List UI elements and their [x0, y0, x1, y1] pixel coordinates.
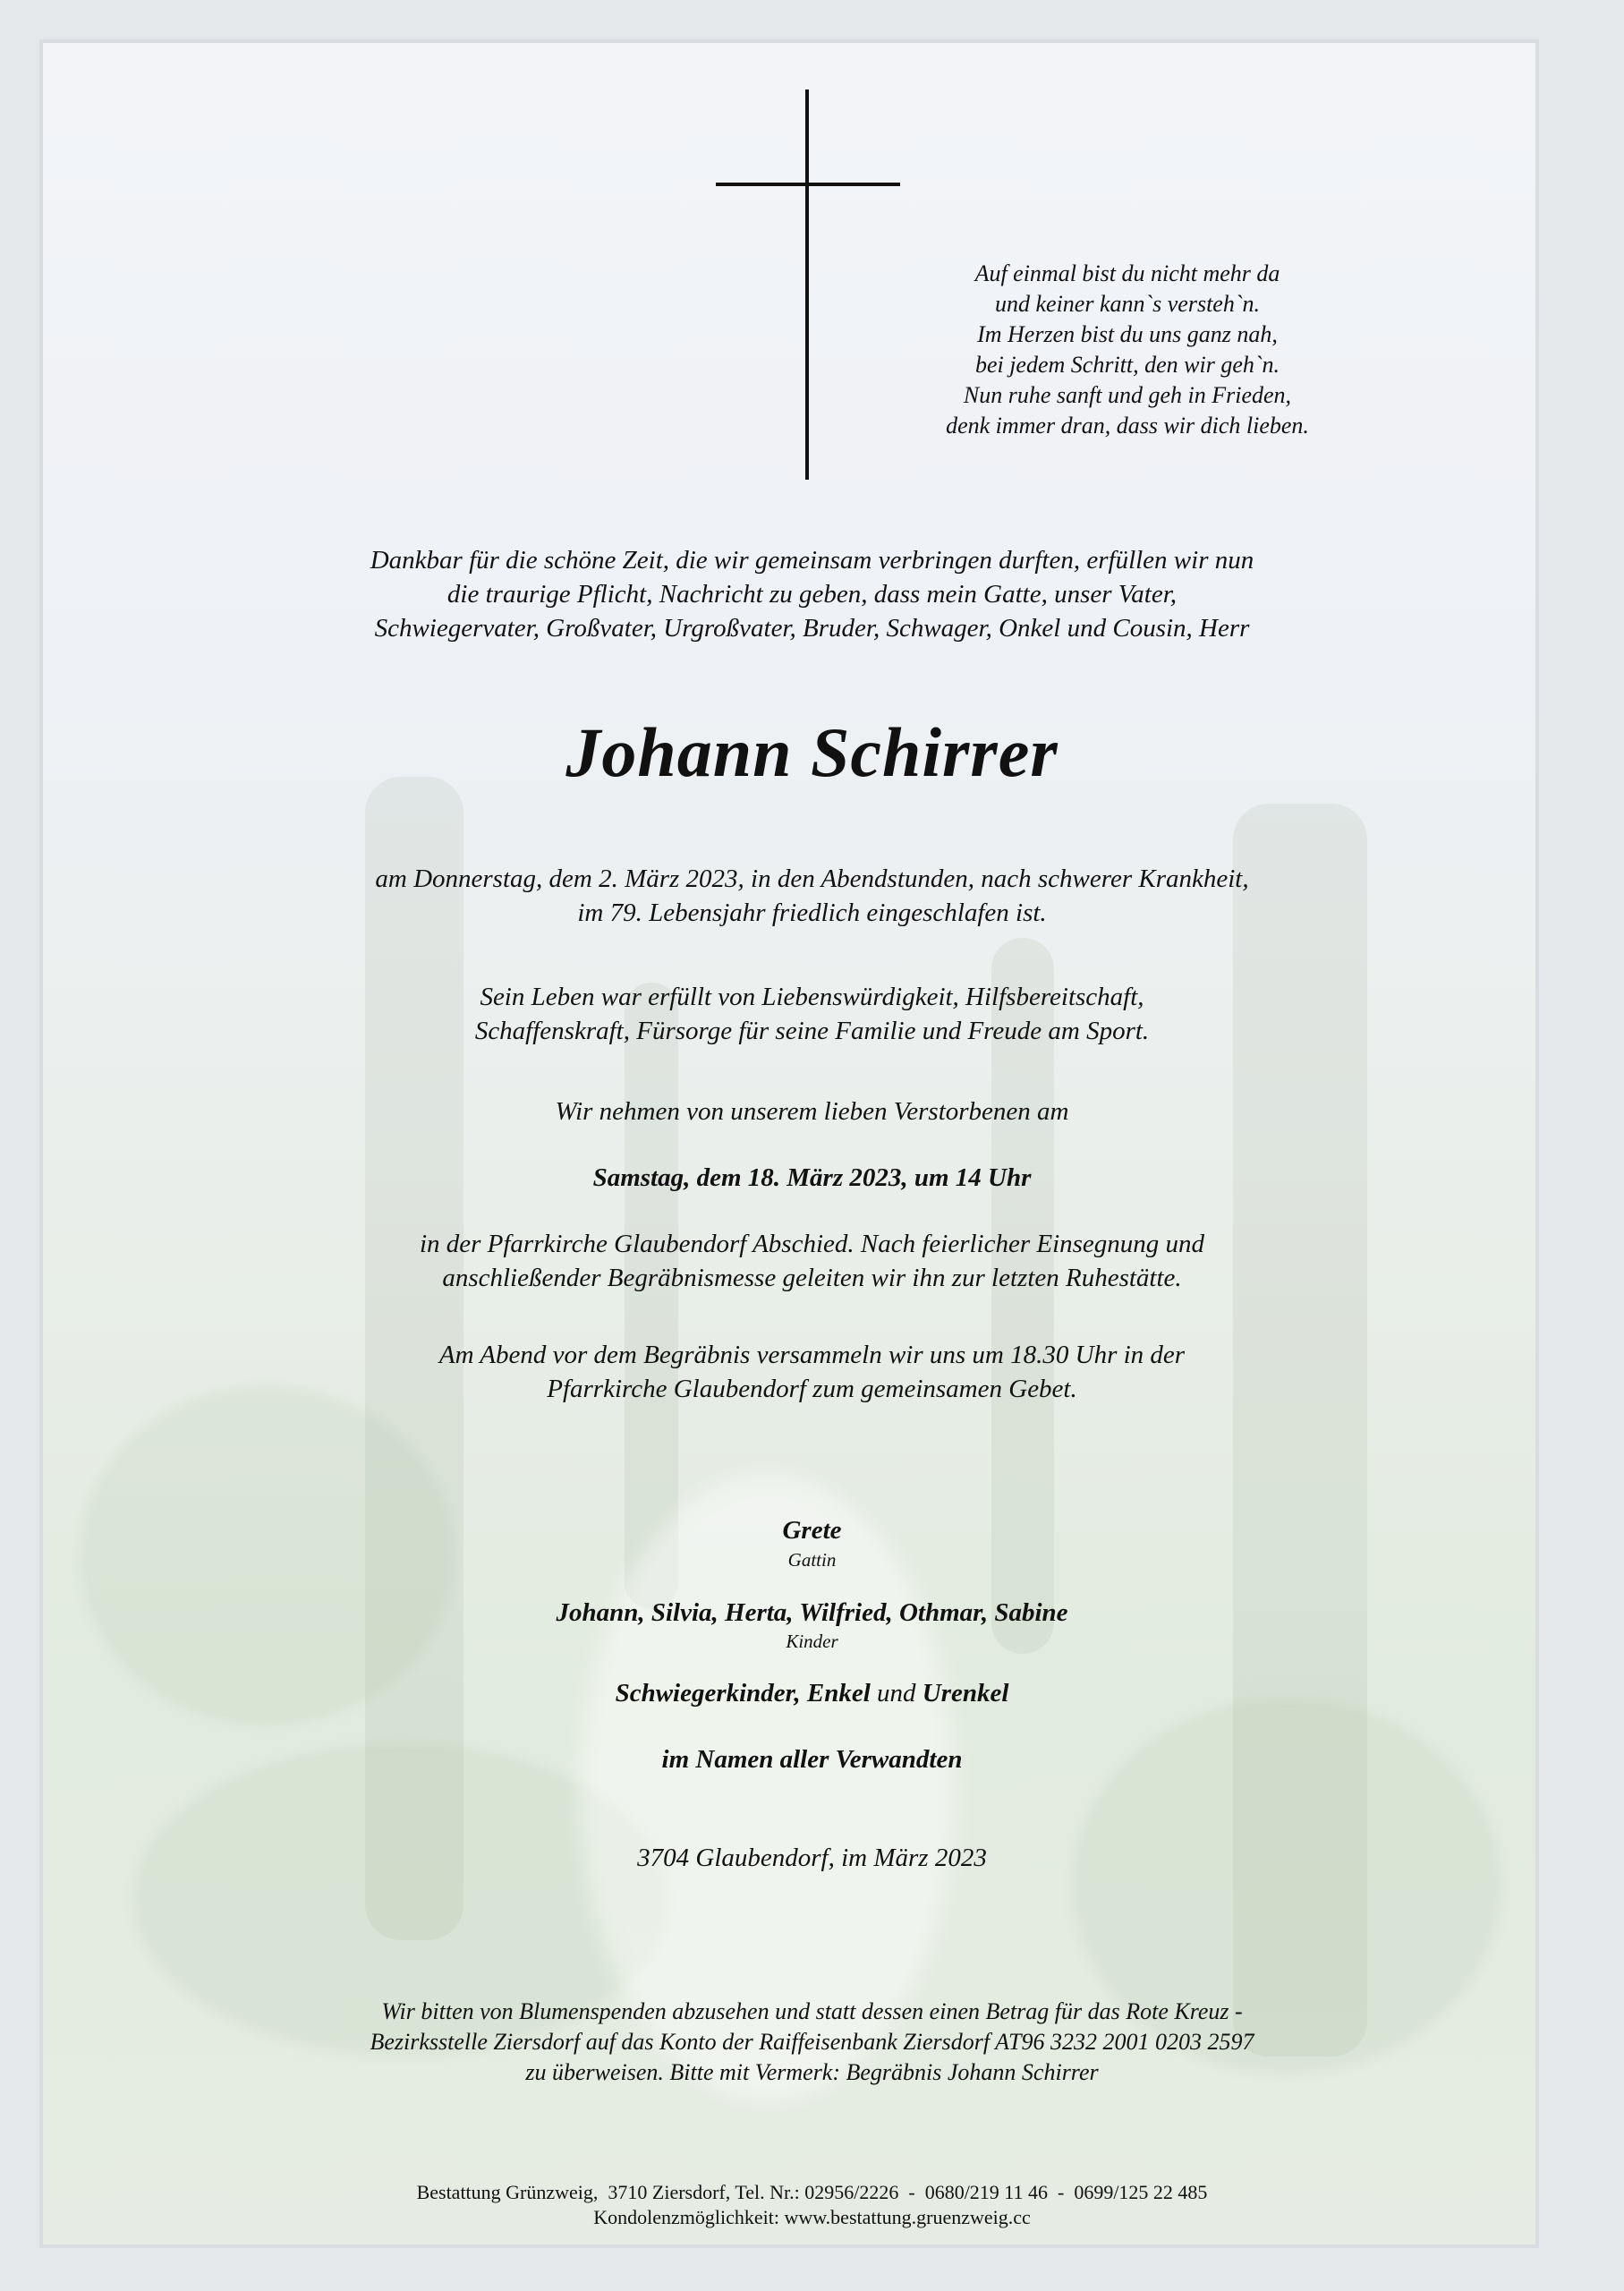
- life-line: Sein Leben war erfüllt von Liebenswürdigkeit, Hilfsbereitschaft,: [480, 983, 1144, 1011]
- prayer-line: Pfarrkirche Glaubendorf zum gemeinsamen Gebet.: [547, 1375, 1077, 1403]
- farewell-intro: Wir nehmen von unserem lieben Verstorbenen am: [555, 1097, 1069, 1126]
- funeral-date: Samstag, dem 18. März 2023, um 14 Uhr: [592, 1163, 1032, 1192]
- poem-line: bei jedem Schritt, den wir geh`n.: [974, 352, 1280, 378]
- extended-family-part2: Urenkel: [922, 1679, 1009, 1708]
- poem-line: denk immer dran, dass wir dich lieben.: [946, 413, 1309, 439]
- prayer-line: Am Abend vor dem Begräbnis versammeln wir uns um 18.30 Uhr in der: [438, 1341, 1186, 1369]
- donation-line: Bezirksstelle Ziersdorf auf das Konto der Raiffeisenbank Ziersdorf AT96 3232 2001 0203 2597: [370, 2029, 1254, 2055]
- children-names: Johann, Silvia, Herta, Wilfried, Othmar, Sabine: [556, 1598, 1068, 1627]
- funeral-home-contact: Bestattung Grünzweig, 3710 Ziersdorf, Tel. Nr.: 02956/2226 - 0680/219 11 46 - 0699/125 22 485: [416, 2181, 1208, 2203]
- poem-line: Nun ruhe sanft und geh in Frieden,: [963, 382, 1292, 408]
- poem: [895, 259, 1360, 441]
- death-line: am Donnerstag, dem 2. März 2023, in den Abendstunden, nach schwerer Krankheit,: [375, 864, 1249, 893]
- place-date: 3704 Glaubendorf, im März 2023: [637, 1844, 987, 1872]
- spouse-role: Gattin: [787, 1549, 837, 1571]
- extended-family-connector: und: [870, 1679, 923, 1708]
- cross-icon-vertical: [805, 89, 809, 480]
- children-role: Kinder: [786, 1631, 838, 1652]
- intro-line: Dankbar für die schöne Zeit, die wir gemeinsam verbringen durften, erfüllen wir nun: [370, 546, 1254, 575]
- poem-line: und keiner kann`s versteh`n.: [994, 291, 1261, 317]
- spouse-name: Grete: [782, 1516, 842, 1545]
- ceremony-line: anschließender Begräbnismesse geleiten wir ihn zur letzten Ruhestätte.: [442, 1264, 1182, 1292]
- extended-family-part1: Schwiegerkinder, Enkel: [615, 1679, 871, 1708]
- extended-family: [0, 1677, 1624, 1709]
- condolence-link: Kondolenzmöglichkeit: www.bestattung.gruenzweig.cc: [593, 2206, 1031, 2228]
- donation-line: zu überweisen. Bitte mit Vermerk: Begräbnis Johann Schirrer: [525, 2059, 1099, 2085]
- life-line: Schaffenskraft, Fürsorge für seine Familie und Freude am Sport.: [474, 1017, 1150, 1045]
- ceremony-line: in der Pfarrkirche Glaubendorf Abschied. Nach feierlicher Einsegnung und: [419, 1230, 1205, 1258]
- donation-line: Wir bitten von Blumenspenden abzusehen und statt dessen einen Betrag für das Rote Kreuz -: [381, 1998, 1243, 2024]
- poem-line: Im Herzen bist du uns ganz nah,: [977, 321, 1278, 347]
- poem-line: Auf einmal bist du nicht mehr da: [974, 260, 1280, 286]
- deceased-name: Johann Schirrer: [565, 713, 1059, 791]
- intro-line: die traurige Pflicht, Nachricht zu geben, dass mein Gatte, unser Vater,: [446, 580, 1178, 609]
- intro-line: Schwiegervater, Großvater, Urgroßvater, Bruder, Schwager, Onkel und Cousin, Herr: [374, 614, 1250, 643]
- relatives: im Namen aller Verwandten: [661, 1745, 963, 1774]
- death-line: im 79. Lebensjahr friedlich eingeschlafen ist.: [577, 899, 1047, 927]
- cross-icon-horizontal: [716, 183, 900, 186]
